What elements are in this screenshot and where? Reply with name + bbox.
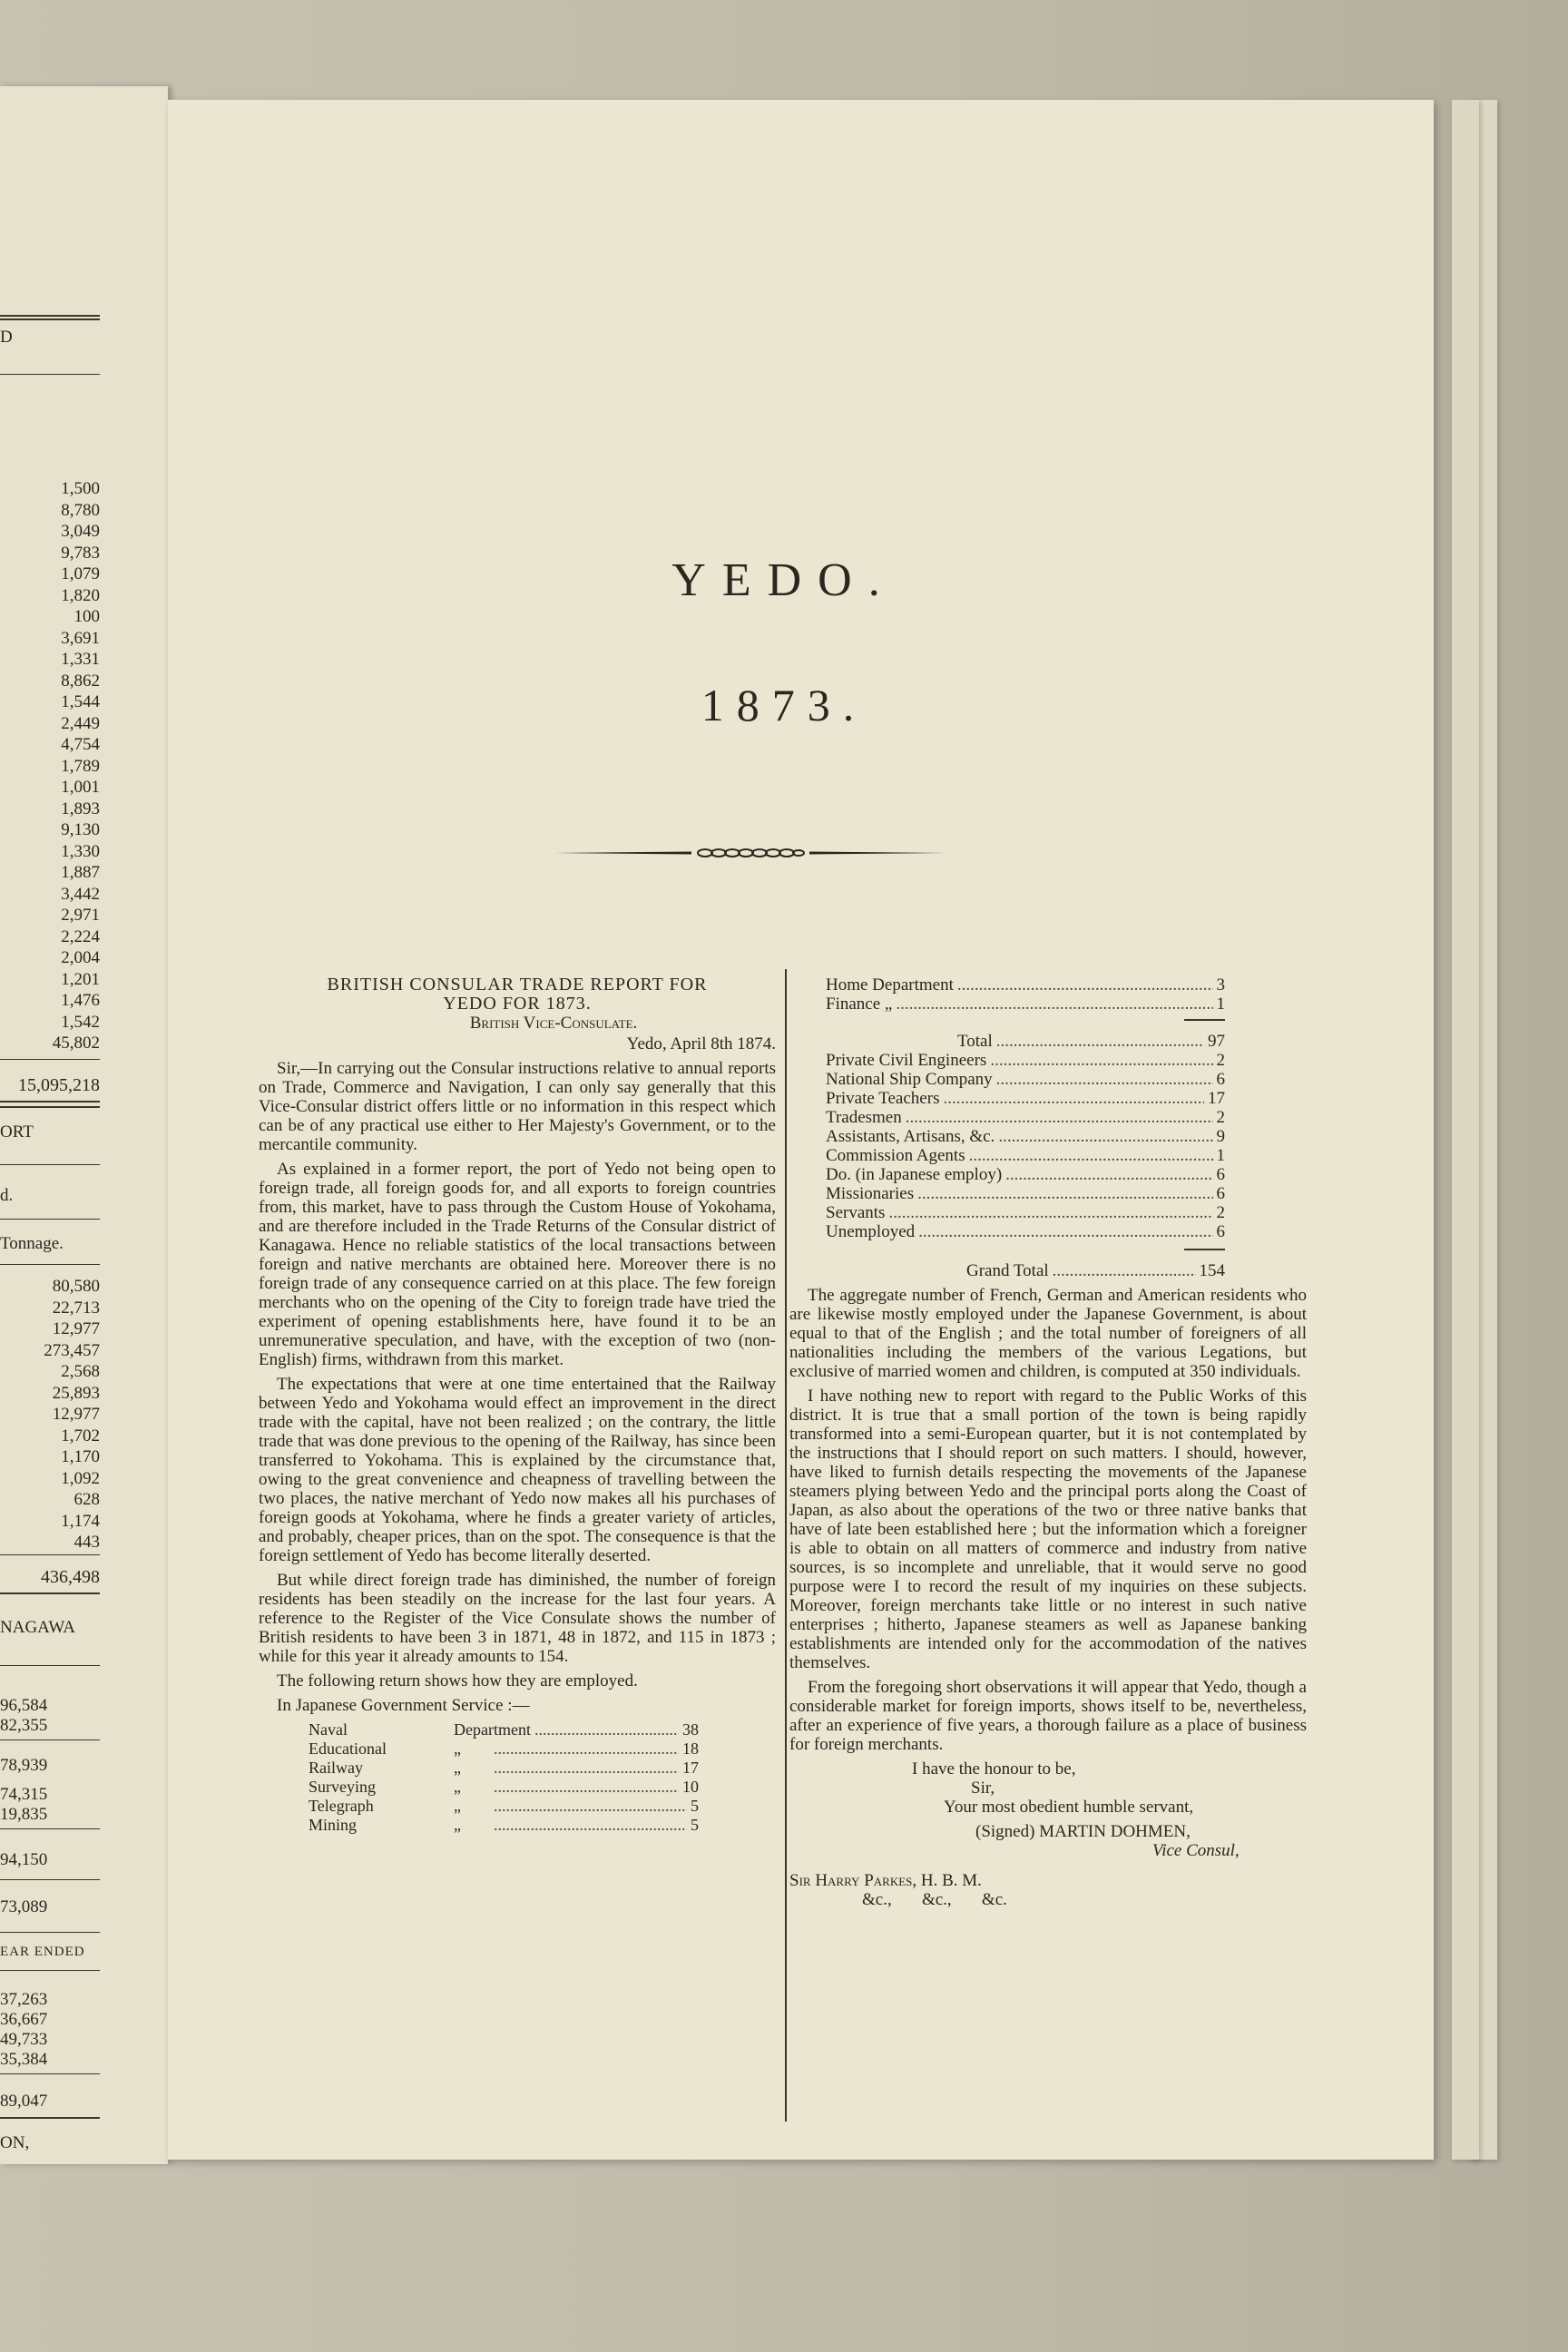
report-dateline: Yedo, April 8th 1874. (626, 1034, 776, 1054)
leader-dots (969, 1146, 1213, 1165)
list-item-label: Commission Agents (826, 1146, 965, 1165)
prev-number: 1,079 (61, 564, 100, 583)
list-item-label: Servants (826, 1203, 886, 1222)
total-row (957, 1032, 1225, 1051)
prev-number: 3,691 (61, 628, 100, 648)
prev-number: 8,780 (61, 500, 100, 520)
list-item (826, 975, 1225, 995)
list-item-dept: „ (454, 1778, 461, 1796)
prev-number: 1,544 (61, 692, 100, 711)
leader-dots (494, 1797, 687, 1816)
page-edge (1452, 100, 1479, 2160)
list-item-count: 9 (1216, 1127, 1225, 1146)
prev-number: 45,802 (52, 1034, 100, 1053)
signature: (Signed) MARTIN DOHMEN, (975, 1822, 1191, 1841)
service-list (309, 1720, 699, 1835)
prev-number: 1,330 (61, 841, 100, 861)
list-item-count: 2 (1216, 1051, 1225, 1070)
sum-rule (1184, 1249, 1225, 1250)
list-item-count: 17 (682, 1759, 699, 1777)
prev-total: 15,095,218 (18, 1075, 100, 1095)
list-item (309, 1720, 699, 1740)
list-item-count: 5 (691, 1797, 699, 1815)
paragraph: As explained in a former report, the port of Yedo not being open to foreign trade, all foreign goods for, and all exports to foreign countries from, this market, have to pass through the Custom House of Yokohama, and are therefore included in the Trade Returns of the Consular district of Kanagawa. Hence no reliable statistics of the local transactions between foreign and native merchants are obtained here. Moreover there is no foreign trade of any consequence carried on at this place. The few foreign merchants who on the opening of the City to foreign trade have tried the experiment of opening establishments here, have found it to be an unremunerative speculation, and have, with the exception of two (non-English) firms, withdrawn from this market. (259, 1160, 776, 1369)
list-item-dept: „ (454, 1797, 461, 1815)
leader-dots (943, 1089, 1204, 1108)
prev-fragment-on: ON, (0, 2133, 30, 2152)
list-item-count: 17 (1208, 1089, 1225, 1108)
list-item-count: 6 (1216, 1222, 1225, 1241)
closing-line: I have the honour to be, (912, 1759, 1076, 1779)
list-item-label: Tradesmen (826, 1108, 902, 1127)
grand-total-value: 154 (1199, 1261, 1225, 1280)
prev-value: 36,667 (0, 2010, 48, 2029)
list-item-label: Educational (309, 1740, 387, 1758)
list-item (826, 1127, 1225, 1146)
list-item-count: 1 (1216, 1146, 1225, 1165)
sum-rule (1184, 1019, 1225, 1021)
prev-number: 1,887 (61, 863, 100, 882)
prev-fragment-nagawa: NAGAWA (0, 1618, 75, 1637)
prev-fragment-d: d. (0, 1186, 14, 1205)
service-list-continued (826, 975, 1225, 1014)
leader-dots (906, 1108, 1213, 1127)
leader-dots (957, 975, 1213, 995)
prev-rule (0, 1219, 100, 1220)
prev-value: 78,939 (0, 1756, 48, 1775)
prev-value: 19,835 (0, 1805, 48, 1824)
list-item-dept: „ (454, 1759, 461, 1777)
prev-fragment-year-ended: EAR ENDED (0, 1945, 85, 1959)
prev-fragment: D (0, 328, 13, 347)
prev-rule (0, 1828, 100, 1829)
prev-number: 2,004 (61, 948, 100, 967)
list-item (826, 1203, 1225, 1222)
employment-list (826, 1051, 1225, 1241)
paragraph: But while direct foreign trade has diminished, the number of foreign residents has been steadily on the increase for the last four years. A reference to the Register of the Vice Consulate shows the number of British residents to have been 3 in 1871, 48 in 1872, and 115 in 1873 ; while for this year it already amounts to 154. (259, 1571, 776, 1666)
prev-fragment-ort: ORT (0, 1122, 34, 1142)
leader-dots (494, 1778, 679, 1797)
prev-value: 35,384 (0, 2050, 48, 2069)
prev-tonnage-value: 1,092 (61, 1468, 100, 1488)
list-item-count: 3 (1216, 975, 1225, 995)
prev-value: 82,355 (0, 1716, 48, 1735)
list-item (826, 1089, 1225, 1108)
prev-value: 96,584 (0, 1696, 48, 1715)
list-item-label: Finance „ (826, 995, 893, 1014)
prev-tonnage-value: 22,713 (52, 1298, 100, 1318)
prev-number: 1,893 (61, 799, 100, 818)
closing-line: Your most obedient humble servant, (944, 1798, 1194, 1817)
list-item-label: Naval (309, 1720, 348, 1739)
prev-number: 1,500 (61, 479, 100, 498)
list-item (826, 1108, 1225, 1127)
list-item-count: 1 (1216, 995, 1225, 1014)
list-item-count: 38 (682, 1720, 699, 1739)
total-label: Total (957, 1032, 993, 1051)
list-item (826, 1165, 1225, 1184)
prev-number: 1,789 (61, 756, 100, 776)
prev-number: 9,130 (61, 820, 100, 839)
list-item (826, 1070, 1225, 1089)
prev-number: 1,476 (61, 991, 100, 1010)
list-item-label: Telegraph (309, 1797, 374, 1815)
total-value: 97 (1208, 1032, 1225, 1051)
list-item-label: Railway (309, 1759, 363, 1777)
list-item-dept: „ (454, 1816, 461, 1834)
report-left-column (259, 975, 776, 1835)
closing-line: Sir, (971, 1779, 995, 1798)
addressee-etc: &c., &c., &c. (862, 1890, 1007, 1909)
prev-tonnage-value: 443 (74, 1533, 100, 1552)
leader-dots (494, 1816, 687, 1835)
prev-rule (0, 1932, 100, 1933)
list-item-count: 2 (1216, 1203, 1225, 1222)
list-item-label: Mining (309, 1816, 358, 1834)
list-item-label: Home Department (826, 975, 954, 995)
prev-number: 1,542 (61, 1012, 100, 1032)
prev-value: 73,089 (0, 1897, 48, 1916)
column-divider (785, 969, 787, 2122)
prev-value: 37,263 (0, 1990, 48, 2009)
prev-number: 100 (74, 607, 100, 626)
list-item-count: 6 (1216, 1184, 1225, 1203)
leader-dots (1005, 1165, 1212, 1184)
leader-dots (998, 1127, 1212, 1146)
list-item (309, 1797, 699, 1816)
list-item (309, 1816, 699, 1835)
leader-dots (996, 1070, 1213, 1089)
prev-number: 1,820 (61, 585, 100, 605)
list-item-label: Do. (in Japanese employ) (826, 1165, 1003, 1184)
report-heading-line2: YEDO FOR 1873. (443, 994, 592, 1014)
prev-rule (0, 1879, 100, 1880)
paragraph: The following return shows how they are employed. (277, 1671, 638, 1690)
list-item (309, 1778, 699, 1797)
prev-number: 1,001 (61, 778, 100, 797)
prev-value: 49,733 (0, 2030, 48, 2049)
list-item (309, 1759, 699, 1778)
list-item (826, 1146, 1225, 1165)
prev-rule (0, 374, 100, 375)
prev-rule (0, 1264, 100, 1265)
prev-rule (0, 1592, 100, 1594)
report-right-column (789, 975, 1307, 1909)
list-item-count: 6 (1216, 1070, 1225, 1089)
prev-number: 3,049 (61, 522, 100, 541)
prev-rule (0, 2117, 100, 2119)
leader-dots (896, 995, 1212, 1014)
paragraph: From the foregoing short observations it will appear that Yedo, though a considerable market for foreign imports, shows itself to be, nevertheless, after an experience of five years, a thorough failure as a place of business for foreign merchants. (789, 1678, 1307, 1754)
addressee: Sir Harry Parkes, H. B. M. (789, 1871, 982, 1890)
list-item-label: Missionaries (826, 1184, 915, 1203)
list-item (826, 1051, 1225, 1070)
prev-rule (0, 1665, 100, 1666)
prev-number: 8,862 (61, 671, 100, 691)
prev-tonnage-value: 628 (74, 1490, 100, 1509)
paragraph: Sir,—In carrying out the Consular instructions relative to annual reports on Trade, Commerce and Navigation, I can only say generally that this Vice-Consular district offers little or no information in this respect which can be of any practical use either to Her Majesty's Government, or to the mercantile community. (259, 1059, 776, 1154)
paragraph: The expectations that were at one time entertained that the Railway between Yedo and Yokohama would effect an improvement in the direct trade with the capital, have not been realized ; on the contrary, the little trade that was done previous to the opening of the Railway, has since been transferred to Yokohama. This is explained by the circumstance that, owing to the great convenience and cheapness of travelling between the two places, the native merchant of Yedo now makes all his purchases of foreign goods at Yokohama, where he finds a greater variety of articles, and probably, cheaper prices, than on the spot. The consequence is that the foreign settlement of Yedo has become literally deserted. (259, 1375, 776, 1565)
prev-value: 94,150 (0, 1850, 48, 1869)
list-item-label: Surveying (309, 1778, 376, 1796)
prev-number: 2,224 (61, 926, 100, 946)
list-item (309, 1740, 699, 1759)
prev-rule (0, 1970, 100, 1971)
leader-dots (990, 1051, 1212, 1070)
list-item-label: Private Teachers (826, 1089, 940, 1108)
paragraph: I have nothing new to report with regard to the Public Works of this district. It is true that a small portion of the town is being rapidly transformed into a semi-European quarter, but it is not contemplated by the instructions that I should report on such matters. I should, however, have liked to furnish details respecting the movements of the Japanese steamers plying between Yedo and the principal ports along the Coast of Japan, as also about the operations of the two or three native banks that have of late been established here ; but the information which a foreigner is able to obtain on all matters of commerce and industry from native sources, is so incomplete and unreliable, that it would serve no good purpose were I to record the result of my inquiries on these subjects. Moreover, foreign merchants take little or no interest in such native enterprises ; hitherto, Japanese steamers as well as Japanese banking establishments are intended only for the accommodation of the natives themselves. (789, 1387, 1307, 1672)
prev-tonnage-value: 12,977 (52, 1405, 100, 1424)
ornament-rule (555, 844, 946, 862)
prev-tonnage-value: 80,580 (52, 1277, 100, 1296)
prev-rule (0, 1164, 100, 1165)
prev-tonnage-value: 25,893 (52, 1383, 100, 1403)
page-year: 1873. (701, 680, 867, 730)
leader-dots (888, 1203, 1212, 1222)
list-item (826, 1222, 1225, 1241)
list-item-count: 18 (682, 1740, 699, 1758)
prev-number: 2,971 (61, 906, 100, 925)
list-item (826, 995, 1225, 1014)
prev-tonnage-total: 436,498 (41, 1567, 100, 1587)
list-item-label: Private Civil Engineers (826, 1051, 987, 1070)
list-item-label: Assistants, Artisans, &c. (826, 1127, 995, 1146)
prev-number: 9,783 (61, 543, 100, 563)
list-item-label: Unemployed (826, 1222, 916, 1241)
list-item (826, 1184, 1225, 1203)
list-item-count: 10 (682, 1778, 699, 1796)
prev-number: 1,201 (61, 969, 100, 989)
prev-number: 1,331 (61, 650, 100, 669)
prev-tonnage-value: 2,568 (61, 1362, 100, 1381)
prev-rule (0, 2073, 100, 2074)
prev-tonnage-value: 1,174 (61, 1511, 100, 1531)
prev-rule (0, 318, 100, 320)
prev-rule (0, 1106, 100, 1108)
leader-dots (918, 1222, 1212, 1241)
list-item-count: 6 (1216, 1165, 1225, 1184)
previous-page (0, 86, 168, 2164)
page-title: YEDO. (671, 554, 897, 606)
prev-rule (0, 315, 100, 317)
prev-tonnage-value: 1,702 (61, 1426, 100, 1446)
list-item-count: 5 (691, 1816, 699, 1834)
list-item-count: 2 (1216, 1108, 1225, 1127)
list-item-dept: „ (454, 1740, 461, 1758)
prev-rule (0, 1554, 100, 1555)
report-office: British Vice-Consulate. (469, 1014, 638, 1033)
grand-total-row (966, 1261, 1225, 1280)
service-intro: In Japanese Government Service :— (277, 1696, 530, 1715)
prev-rule (0, 1059, 100, 1060)
report-heading-line1: BRITISH CONSULAR TRADE REPORT FOR (327, 975, 708, 995)
paragraph: The aggregate number of French, German and American residents who are likewise mostly employed under the Japanese Government, is about equal to that of the English ; and the total number of foreigners of all nationalities including the members of the various Legations, but exclusive of married women and children, is computed at 350 individuals. (789, 1286, 1307, 1381)
prev-value: 74,315 (0, 1785, 48, 1804)
prev-number: 2,449 (61, 713, 100, 733)
prev-rule (0, 1101, 100, 1102)
prev-value: 89,047 (0, 2092, 48, 2111)
list-item-dept: Department (454, 1720, 531, 1739)
prev-number: 3,442 (61, 884, 100, 904)
list-item-label: National Ship Company (826, 1070, 993, 1089)
signature-title: Vice Consul, (1152, 1841, 1240, 1860)
grand-total-label: Grand Total (966, 1261, 1049, 1280)
prev-number: 4,754 (61, 735, 100, 754)
prev-tonnage-value: 273,457 (44, 1340, 100, 1360)
leader-dots (917, 1184, 1212, 1203)
prev-fragment-tonnage: Tonnage. (0, 1234, 64, 1253)
leader-dots (494, 1740, 679, 1759)
prev-tonnage-value: 12,977 (52, 1319, 100, 1338)
leader-dots (494, 1759, 679, 1778)
prev-tonnage-value: 1,170 (61, 1447, 100, 1466)
leader-dots (534, 1720, 679, 1740)
